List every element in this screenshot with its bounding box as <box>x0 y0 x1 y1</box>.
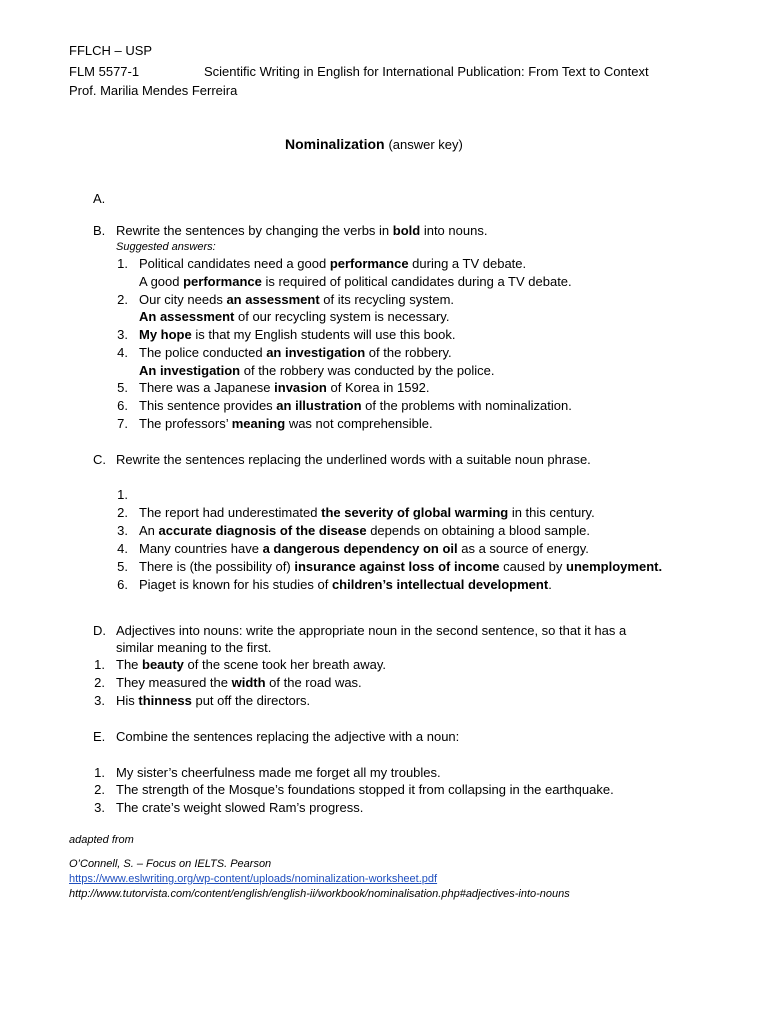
list-item: Piaget is known for his studies of children’s intellectual development. <box>139 577 552 592</box>
list-item: The crate’s weight slowed Ram’s progress. <box>116 800 364 815</box>
course-code: FLM 5577-1 <box>69 64 140 79</box>
section-e-label: E. <box>93 729 106 744</box>
section-a-label: A. <box>93 191 106 206</box>
list-item: This sentence provides an illustration of the problems with nominalization. <box>139 398 572 413</box>
reference-book: O’Connell, S. – Focus on IELTS. Pearson <box>69 858 272 870</box>
list-number: 5. <box>117 380 128 395</box>
list-number: 7. <box>117 416 128 431</box>
list-number: 2. <box>94 675 105 690</box>
list-number: 3. <box>117 523 128 538</box>
list-item: The police conducted an investigation of the robbery. <box>139 345 452 360</box>
suggested-answers-label: Suggested answers: <box>116 241 216 253</box>
list-number: 5. <box>117 559 128 574</box>
list-number: 2. <box>117 292 128 307</box>
list-item: The beauty of the scene took her breath away. <box>116 657 387 672</box>
list-number: 2. <box>94 782 105 797</box>
page-title <box>285 135 463 154</box>
title-main: Nominalization <box>285 136 385 152</box>
list-item-answer: A good performance is required of political candidates during a TV debate. <box>139 274 572 289</box>
section-b-label: B. <box>93 223 106 238</box>
list-item: The strength of the Mosque’s foundations stopped it from collapsing in the earthquake. <box>116 782 614 797</box>
list-number: 1. <box>117 487 128 502</box>
list-number: 4. <box>117 541 128 556</box>
course-title: Scientific Writing in English for International Publication: From Text to Context <box>204 64 649 79</box>
list-item: My hope is that my English students will use this book. <box>139 327 456 342</box>
list-item-answer: An investigation of the robbery was conducted by the police. <box>139 363 495 378</box>
adapted-from-label: adapted from <box>69 834 134 846</box>
list-item: An accurate diagnosis of the disease depends on obtaining a blood sample. <box>139 523 590 538</box>
list-number: 3. <box>94 693 105 708</box>
list-number: 3. <box>94 800 105 815</box>
list-number: 1. <box>94 657 105 672</box>
list-item: There is (the possibility of) insurance against loss of income caused by unemployment. <box>139 559 663 574</box>
institution-line: FFLCH – USP <box>69 43 153 58</box>
section-d-instruction-line1: Adjectives into nouns: write the appropriate noun in the second sentence, so that it has a <box>116 623 627 638</box>
list-item: The professors’ meaning was not comprehensible. <box>139 416 433 431</box>
list-number: 2. <box>117 505 128 520</box>
section-c-instruction: Rewrite the sentences replacing the underlined words with a suitable noun phrase. <box>116 452 591 467</box>
list-number: 6. <box>117 398 128 413</box>
list-item: His thinness put off the directors. <box>116 693 311 708</box>
list-item: The report had underestimated the severity of global warming in this century. <box>139 505 595 520</box>
section-b-instruction: Rewrite the sentences by changing the verbs in bold into nouns. <box>116 223 488 238</box>
section-c-label: C. <box>93 452 106 467</box>
professor-name: Prof. Marilia Mendes Ferreira <box>69 83 238 98</box>
reference-url: http://www.tutorvista.com/content/english/english-ii/workbook/nominalisation.php#adjectives-into-nouns <box>69 888 570 900</box>
title-sub: (answer key) <box>388 137 463 152</box>
list-number: 6. <box>117 577 128 592</box>
section-e-instruction: Combine the sentences replacing the adjective with a noun: <box>116 729 460 744</box>
list-number: 1. <box>117 256 128 271</box>
list-item: Our city needs an assessment of its recycling system. <box>139 292 455 307</box>
list-item: Many countries have a dangerous dependency on oil as a source of energy. <box>139 541 589 556</box>
list-number: 3. <box>117 327 128 342</box>
list-item: Political candidates need a good performance during a TV debate. <box>139 256 527 271</box>
list-number: 1. <box>94 765 105 780</box>
reference-link-row <box>69 872 437 887</box>
section-d-label: D. <box>93 623 106 638</box>
list-item-answer: An assessment of our recycling system is necessary. <box>139 309 450 324</box>
list-item: They measured the width of the road was. <box>116 675 362 690</box>
list-number: 4. <box>117 345 128 360</box>
list-item: There was a Japanese invasion of Korea in 1592. <box>139 380 430 395</box>
reference-link[interactable]: https://www.eslwriting.org/wp-content/uploads/nominalization-worksheet.pdf <box>69 873 438 885</box>
list-item: My sister’s cheerfulness made me forget all my troubles. <box>116 765 441 780</box>
section-d-instruction-line2: similar meaning to the first. <box>116 640 272 655</box>
